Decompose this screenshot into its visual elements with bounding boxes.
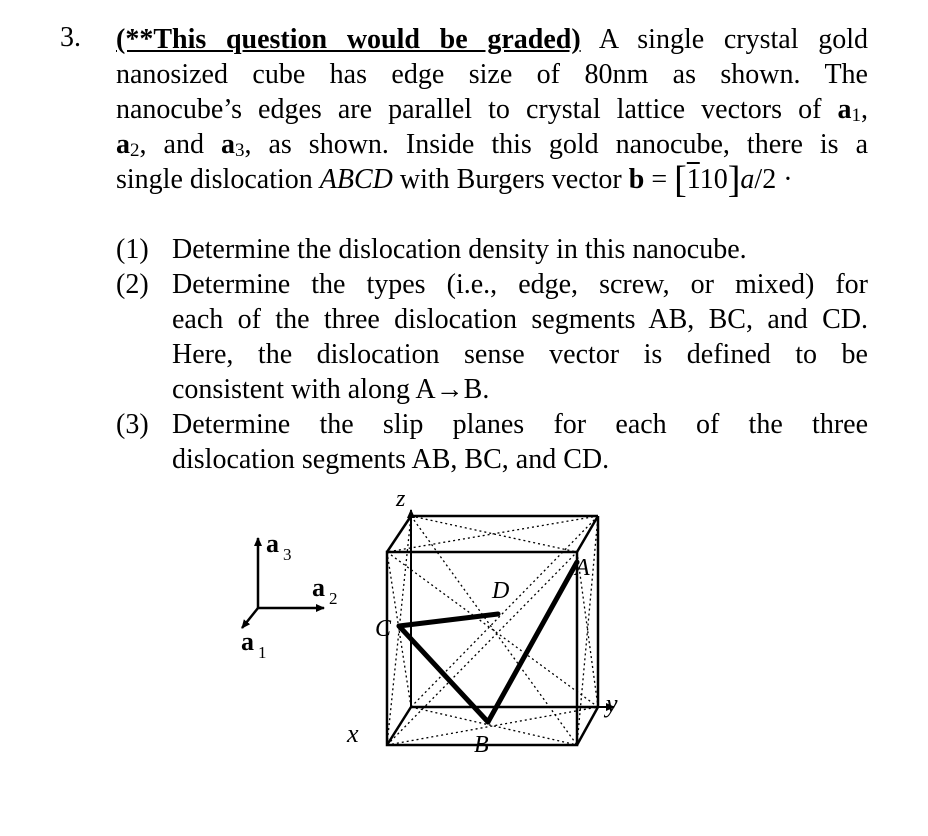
- point-c-label: C: [375, 616, 392, 642]
- segment-cd: [399, 614, 498, 626]
- point-b-label: B: [474, 732, 489, 758]
- a1-label: a: [241, 627, 254, 656]
- question-line-1: (**This question would be graded) A single crystal gold: [116, 24, 868, 55]
- question-line-2: nanosized cube has edge size of 80nm as shown. The: [116, 59, 868, 90]
- cube-bottom-right-depth: [577, 707, 598, 745]
- question-line-5: single dislocation ABCD with Burgers vector b = [110]a/2 ·: [116, 159, 793, 201]
- a2-sub: 2: [329, 589, 338, 608]
- point-a-label: A: [575, 555, 590, 581]
- sub-question-3: (3) Determine the slip planes for each of the three dislocation segments AB, BC, and CD.: [116, 409, 868, 475]
- a2-label: a: [312, 573, 325, 602]
- a3-sub: 3: [283, 545, 292, 564]
- lattice-axes: [241, 529, 338, 662]
- dislocation-line: [399, 562, 577, 722]
- y-label: y: [606, 689, 618, 718]
- question-line-3: nanocube’s edges are parallel to crystal lattice vectors of a1,: [116, 94, 868, 126]
- a3-label: a: [266, 529, 279, 558]
- a1-arrow: [242, 608, 258, 628]
- graded-note: (**This question would be graded): [116, 24, 581, 55]
- sub-question-2: (2) Determine the types (i.e., edge, screw, or mixed) for each of the three dislocation segments AB, BC, and CD. Here, the dislocation sense vector is defined to be consistent with along A→B.: [116, 269, 868, 405]
- burgers-vector: b = [110]a/2 ·: [628, 159, 793, 201]
- x-label: x: [347, 719, 359, 748]
- sub-question-1: (1) Determine the dislocation density in this nanocube.: [116, 234, 747, 265]
- a1-sub: 1: [258, 643, 267, 662]
- question-number: 3.: [60, 22, 81, 53]
- question-line-4: a2, and a3, as shown. Inside this gold nanocube, there is a: [116, 129, 868, 161]
- z-label: z: [396, 486, 406, 512]
- cube-top-left-depth: [387, 516, 411, 552]
- point-d-label: D: [492, 578, 510, 604]
- cube-bottom-left-depth: [387, 707, 411, 745]
